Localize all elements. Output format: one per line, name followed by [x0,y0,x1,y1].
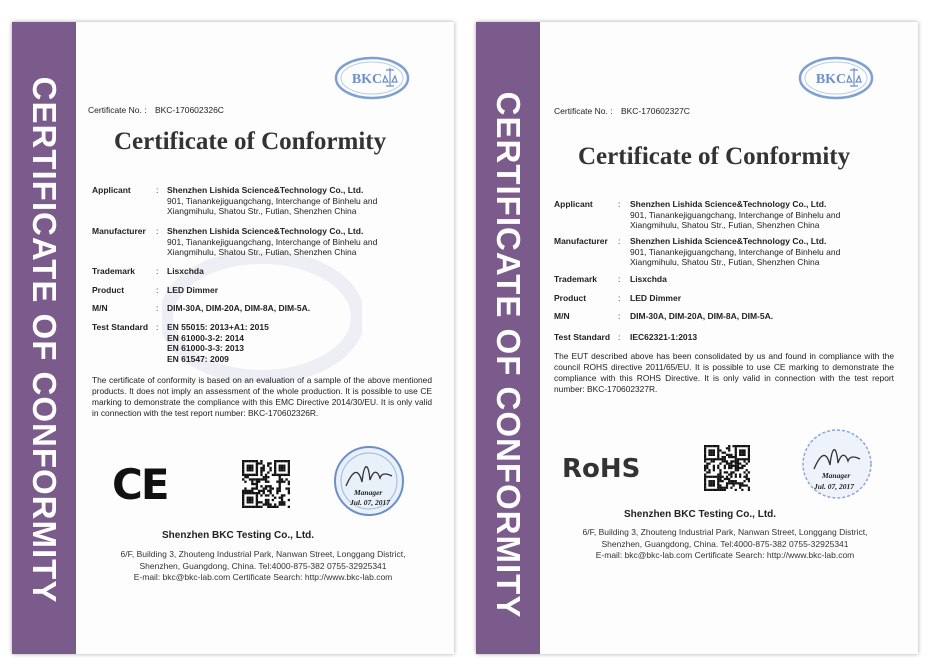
conformity-statement: The EUT described above has been consolidated by us and found in compliance with the council ROHS directive 2011/65/EU. It is possible to use CE marking to demonstrate the compliance with this ROHS Directive. It is only valid in connection with the test report number: BKC-170602327R. [554,351,894,394]
product-value: LED Dimmer [167,285,219,295]
trademark-label: Trademark [92,266,135,276]
model-number-field [554,311,904,323]
seal-role: Manager [822,471,851,480]
cert-no-label: Certificate No. : [554,106,613,116]
manufacturer-line-2: 901, Tianankejiguangchang, Interchange of Binhelu and [167,236,378,247]
issuer-address [554,527,896,562]
manufacturer-label: Manufacturer [92,226,146,236]
bkc-logo [334,56,410,100]
model-number-field [92,303,442,315]
test-standard-list [167,322,269,364]
test-standard-label: Test Standard [92,322,149,332]
manufacturer-value [167,226,377,258]
certificate-number [88,105,224,115]
standard-item: EN 55015: 2013+A1: 2015 [167,322,269,332]
manufacturer-field [554,236,904,270]
cert-no-value: BKC-170602327C [620,106,690,116]
page-title: Certificate of Conformity [578,143,851,170]
cert-no-value: BKC-170602326C [154,105,224,115]
ce-mark: CE [112,460,168,509]
issuer-address [92,549,434,584]
colon: : [618,199,621,209]
address-line-3: E-mail: bkc@bkc-lab.com Certificate Search: http://www.bkc-lab.com [133,572,393,582]
conformity-statement: The certificate of conformity is based on an evaluation of a sample of the above mentioned products. It does not imply an assessment of the whole production. It is possible to use CE marking to demonstrate the compliance with this EMC Directive 2014/30/EU. It is only valid in connection with the test report number: BKC-170602326R. [92,375,432,418]
test-standard-label: Test Standard [554,332,611,342]
bkc-logo [798,56,874,100]
product-label: Product [92,285,125,295]
applicant-field [554,199,904,233]
qr-code[interactable] [704,445,750,496]
colon: : [618,236,621,246]
colon: : [156,322,159,332]
applicant-field [92,185,442,219]
trademark-value: Lisxchda [167,266,204,276]
rohs-mark: RoHS [562,454,641,484]
cert-no-label: Certificate No. : [88,105,147,115]
product-field [554,293,904,305]
manager-seal [798,425,876,503]
side-band-text: CERTIFICATE OF CONFORMITY [26,76,63,604]
colon: : [618,293,621,303]
applicant-value [167,185,377,217]
colon: : [618,311,621,321]
manager-seal [330,442,408,520]
address-line-1: 6/F, Building 3, Zhouteng Industrial Park, Nanwan Street, Longgang District, [582,527,868,537]
certificate-left [12,22,454,654]
standard-item: EN 61000-3-3: 2013 [167,343,245,353]
address-line-1: 6/F, Building 3, Zhouteng Industrial Park, Nanwan Street, Longgang District, [120,549,406,559]
product-label: Product [554,293,587,303]
mn-value: DIM-30A, DIM-20A, DIM-8A, DIM-5A. [630,311,774,321]
issuer-company: Shenzhen BKC Testing Co., Ltd. [624,509,777,520]
colon: : [156,226,159,236]
manufacturer-line-1: Shenzhen Lishida Science&Technology Co., Ltd. [630,236,827,246]
manufacturer-label: Manufacturer [554,236,608,246]
manufacturer-line-2: 901, Tianankejiguangchang, Interchange of Binhelu and [630,246,841,257]
colon: : [156,303,159,313]
colon: : [156,285,159,295]
certificate-number [554,106,690,116]
manufacturer-line-1: Shenzhen Lishida Science&Technology Co., Ltd. [167,226,364,236]
colon: : [618,274,621,284]
applicant-line-2: 901, Tianankejiguangchang, Interchange of Binhelu and [630,209,841,220]
side-band [476,22,540,654]
manufacturer-line-3: Xiangmihulu, Shatou Str., Futian, Shenzhen China [167,247,357,257]
side-band [12,22,76,654]
trademark-field [92,266,442,278]
test-standard-field [554,332,904,344]
trademark-label: Trademark [554,274,597,284]
manufacturer-field [92,226,442,260]
seal-date: Jul. 07, 2017 [350,498,391,507]
logo-text: BKC [351,72,383,87]
standard-item: EN 61000-3-2: 2014 [167,332,245,343]
applicant-line-3: Xiangmihulu, Shatou Str., Futian, Shenzhen China [167,206,357,216]
seal-role: Manager [354,488,383,497]
issuer-company: Shenzhen BKC Testing Co., Ltd. [162,530,315,541]
qr-code[interactable] [242,460,290,513]
logo-text: BKC [815,72,847,87]
test-standard-value: IEC62321-1:2013 [630,332,698,342]
side-band-text: CERTIFICATE OF CONFORMITY [490,91,527,619]
address-line-2: Shenzhen, Guangdong, China. Tel:4000-875-382 0755-32925341 [601,538,849,549]
test-standard-field [92,322,442,368]
applicant-label: Applicant [554,199,593,209]
applicant-value [630,199,840,231]
certificate-right [476,22,918,654]
product-value: LED Dimmer [630,293,682,303]
mn-value: DIM-30A, DIM-20A, DIM-8A, DIM-5A. [167,303,311,313]
applicant-line-1: Shenzhen Lishida Science&Technology Co., Ltd. [167,185,364,195]
applicant-line-1: Shenzhen Lishida Science&Technology Co., Ltd. [630,199,827,209]
colon: : [156,266,159,276]
mn-label: M/N [554,311,570,321]
address-line-3: E-mail: bkc@bkc-lab.com Certificate Search: http://www.bkc-lab.com [595,550,855,560]
colon: : [156,185,159,195]
colon: : [618,332,621,342]
trademark-value: Lisxchda [630,274,667,284]
seal-date: Jul. 07, 2017 [814,482,855,491]
mn-label: M/N [92,303,108,313]
standard-item: EN 61547: 2009 [167,353,229,364]
applicant-line-2: 901, Tianankejiguangchang, Interchange of Binhelu and [167,195,378,206]
manufacturer-value [630,236,840,268]
trademark-field [554,274,904,286]
manufacturer-line-3: Xiangmihulu, Shatou Str., Futian, Shenzhen China [630,257,820,267]
product-field [92,285,442,297]
address-line-2: Shenzhen, Guangdong, China. Tel:4000-875-382 0755-32925341 [139,560,387,571]
page-title: Certificate of Conformity [114,128,387,155]
applicant-line-3: Xiangmihulu, Shatou Str., Futian, Shenzhen China [630,220,820,230]
applicant-label: Applicant [92,185,131,195]
